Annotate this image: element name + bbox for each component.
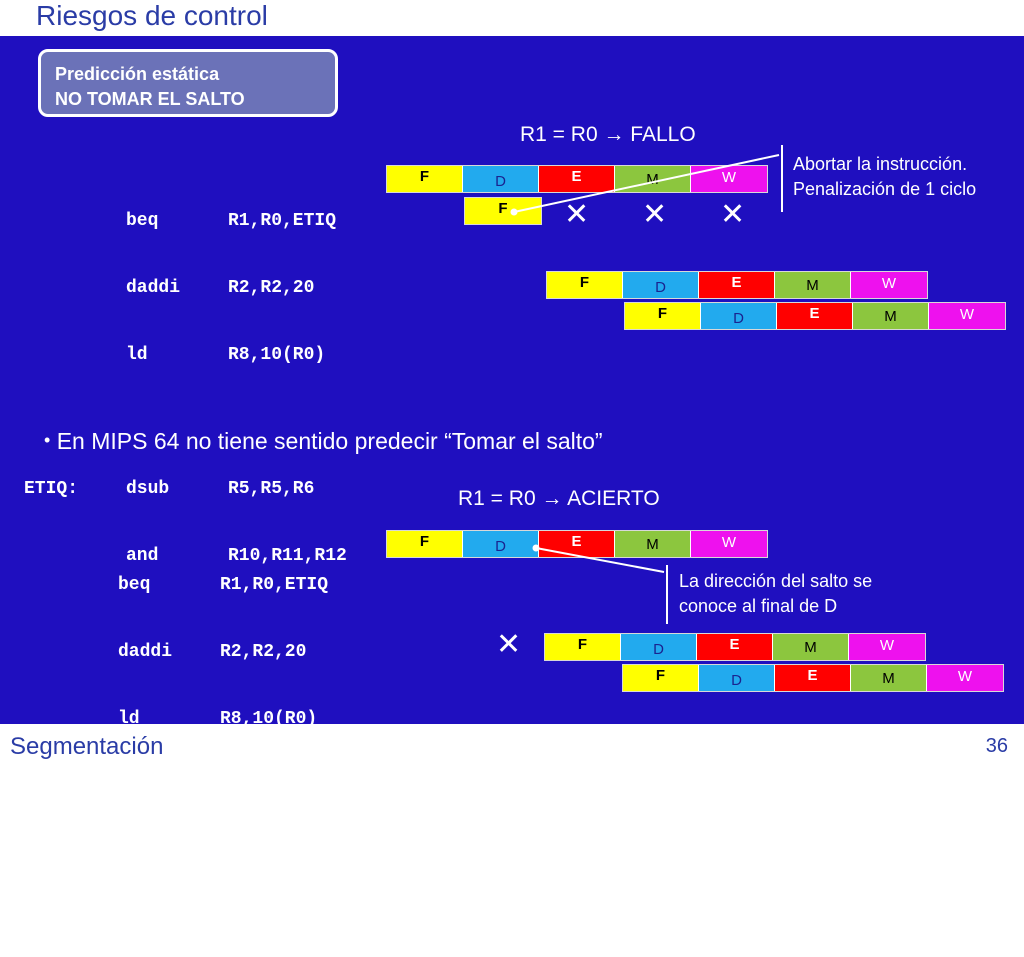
note-line-2: conoce al final de D [679, 596, 838, 616]
code-line: daddi R2,R2,20 [118, 642, 307, 662]
code-line: ld R8,10(R0) [118, 709, 318, 729]
stage-w: W [929, 303, 1005, 329]
stage-e: E [699, 272, 775, 298]
bullet-text: • En MIPS 64 no tiene sentido predecir “Tomar el salto” [44, 428, 603, 454]
note-line-1: La dirección del salto se [679, 571, 873, 591]
code-line: ETIQ: dsub R5,R5,R6 [16, 843, 307, 863]
stage-e: E [697, 634, 773, 660]
note-line-2: Penalización de 1 ciclo [793, 179, 977, 199]
abort-cross-icon: ✕ [496, 628, 522, 661]
callout-line-branch [536, 548, 664, 572]
stage-d: D [463, 531, 539, 557]
stage-d: D [701, 303, 777, 329]
stage-d: D [623, 272, 699, 298]
stage-f: F [625, 303, 701, 329]
prediction-line-2: NO TOMAR EL SALTO [55, 89, 245, 109]
section1-caption: R1 = R0 → FALLO [520, 123, 696, 146]
stage-w: W [851, 272, 927, 298]
stage-m: M [615, 531, 691, 557]
stage-d: D [699, 665, 775, 691]
callout-dot [511, 209, 518, 216]
note-line-1: Abortar la instrucción. [793, 154, 968, 174]
stage-f: F [387, 531, 463, 557]
stage-d: D [463, 166, 539, 192]
stage-d: D [621, 634, 697, 660]
slide-title: Riesgos de control [36, 0, 268, 31]
stage-m: M [615, 166, 691, 192]
code-line: beq R1,R0,ETIQ [118, 575, 329, 595]
code-line: and R10,R11,R12 [126, 546, 347, 566]
abort-cross-icon: ✕ [642, 198, 668, 231]
code-line: beq R1,R0,ETIQ [126, 211, 337, 231]
stage-e: E [539, 166, 615, 192]
code-line: ld R8,10(R0) [126, 345, 326, 365]
stage-w: W [691, 166, 767, 192]
stage-w: W [927, 665, 1003, 691]
code-line: ETIQ: dsub R5,R5,R6 [24, 479, 315, 499]
stage-e: E [539, 531, 615, 557]
code-line: daddi R2,R2,20 [126, 278, 315, 298]
stage-f: F [545, 634, 621, 660]
stage-m: M [853, 303, 929, 329]
stage-m: M [851, 665, 927, 691]
callout-line-abort [514, 155, 779, 212]
stage-f: F [387, 166, 463, 192]
code-line [16, 776, 339, 803]
stage-f: F [547, 272, 623, 298]
stage-m: M [773, 634, 849, 660]
stage-f: F [623, 665, 699, 691]
stage-f: F [465, 198, 541, 224]
stage-w: W [849, 634, 925, 660]
stage-w: W [691, 531, 767, 557]
stage-e: E [775, 665, 851, 691]
stage-m: M [775, 272, 851, 298]
footer-course-title: Segmentación [10, 733, 164, 760]
section2-caption: R1 = R0 → ACIERTO [458, 487, 660, 510]
callout-dot [533, 545, 540, 552]
abort-cross-icon: ✕ [564, 198, 590, 231]
stage-e: E [777, 303, 853, 329]
prediction-line-1: Predicción estática [55, 64, 220, 84]
code-line: and R10,R11,R12 [118, 910, 339, 930]
footer-page-number: 36 [985, 735, 1008, 757]
abort-cross-icon: ✕ [720, 198, 746, 231]
